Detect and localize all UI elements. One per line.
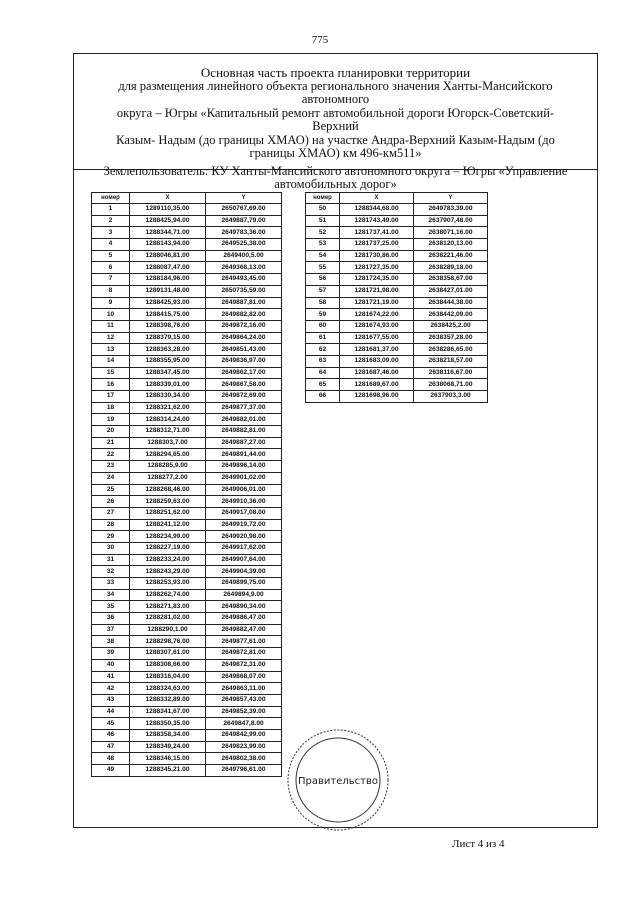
cell-y: 2649851,43.00 [206,344,282,356]
cell-num: 32 [92,566,130,578]
cell-y: 2638068,71.00 [414,379,488,391]
cell-x: 1281721,98.00 [340,285,414,297]
cell-y: 2649877,61.00 [206,636,282,648]
header-num: номер [306,193,340,204]
coordinates-table-right [305,192,488,403]
cell-x: 1288363,28.00 [130,344,206,356]
cell-x: 1281674,22.00 [340,309,414,321]
cell-num: 62 [306,344,340,356]
cell-num: 44 [92,706,130,718]
cell-num: 66 [306,391,340,403]
cell-y: 2638444,38.00 [414,297,488,309]
table-row [92,391,282,403]
cell-x: 1288308,66.00 [130,659,206,671]
cell-num: 4 [92,239,130,251]
cell-x: 1288251,62.00 [130,507,206,519]
cell-x: 1281727,35.00 [340,262,414,274]
cell-y: 2649910,36.00 [206,496,282,508]
table-row [92,589,282,601]
cell-num: 17 [92,391,130,403]
table-row [92,519,282,531]
table-row [306,320,488,332]
cell-y: 2649493,45.00 [206,274,282,286]
seal-text: Правительство [298,776,378,787]
cell-x: 1288415,75.00 [130,309,206,321]
cell-x: 1288253,93.00 [130,578,206,590]
cell-x: 1288341,67.00 [130,706,206,718]
cell-num: 27 [92,507,130,519]
cell-y: 2649890,34.00 [206,601,282,613]
cell-y: 2649919,72.00 [206,519,282,531]
cell-x: 1288234,99.00 [130,531,206,543]
cell-num: 54 [306,250,340,262]
table-row [92,215,282,227]
header-y: Y [414,193,488,204]
cell-y: 2638120,13.00 [414,239,488,251]
table-row [306,367,488,379]
table-row [92,718,282,730]
cell-num: 52 [306,227,340,239]
cell-x: 1288349,24.00 [130,741,206,753]
cell-num: 64 [306,367,340,379]
land-user [74,161,597,192]
table-row [92,320,282,332]
cell-x: 1281674,93.00 [340,320,414,332]
cell-y: 2638071,16.00 [414,227,488,239]
cell-y: 2637907,48.00 [414,215,488,227]
header-x: X [340,193,414,204]
cell-num: 15 [92,367,130,379]
title-line: для размещения линейного объекта регионального значения Ханты-Мансийского автономного [118,78,553,106]
document-title [74,54,597,161]
cell-num: 2 [92,215,130,227]
cell-num: 61 [306,332,340,344]
table-row [92,449,282,461]
table-row [306,262,488,274]
cell-num: 31 [92,554,130,566]
cell-num: 57 [306,285,340,297]
cell-num: 23 [92,461,130,473]
table-row [92,671,282,683]
cell-num: 24 [92,472,130,484]
cell-y: 2649783,39.00 [414,204,488,216]
table-row [92,484,282,496]
cell-x: 1281683,09.00 [340,355,414,367]
cell-y: 2649907,64.00 [206,554,282,566]
cell-num: 11 [92,320,130,332]
cell-y: 2649863,11.00 [206,683,282,695]
cell-num: 9 [92,297,130,309]
cell-x: 1281689,67.00 [340,379,414,391]
cell-num: 59 [306,309,340,321]
cell-y: 2649842,99.00 [206,729,282,741]
table-row [92,262,282,274]
cell-x: 1288277,2.00 [130,472,206,484]
table-row [306,391,488,403]
cell-num: 13 [92,344,130,356]
table-row [92,239,282,251]
cell-y: 2649896,14.00 [206,461,282,473]
cell-x: 1288314,24.00 [130,414,206,426]
cell-num: 7 [92,274,130,286]
table-row [92,227,282,239]
table-row [92,344,282,356]
cell-y: 2649525,38.00 [206,239,282,251]
cell-x: 1288358,34.00 [130,729,206,741]
cell-num: 47 [92,741,130,753]
table-row [92,566,282,578]
cell-y: 2649886,47.00 [206,613,282,625]
table-row [92,355,282,367]
cell-x: 1288324,63.00 [130,683,206,695]
cell-num: 1 [92,204,130,216]
cell-num: 14 [92,355,130,367]
table-row [92,578,282,590]
cell-x: 1281724,35.00 [340,274,414,286]
cell-y: 2638358,67.00 [414,274,488,286]
cell-x: 1288425,93.00 [130,297,206,309]
cell-x: 1288330,34.00 [130,391,206,403]
table-row [92,496,282,508]
table-row [306,274,488,286]
cell-y: 2649872,16.00 [206,320,282,332]
cell-num: 28 [92,519,130,531]
cell-num: 46 [92,729,130,741]
cell-num: 63 [306,355,340,367]
cell-y: 2649400,5.00 [206,250,282,262]
cell-num: 42 [92,683,130,695]
cell-x: 1288303,7.00 [130,437,206,449]
title-line: границы ХМАО) км 496-км511» [249,146,422,160]
cell-y: 2650767,69.00 [206,204,282,216]
cell-num: 55 [306,262,340,274]
cell-x: 1288298,76.00 [130,636,206,648]
cell-y: 2649847,8.00 [206,718,282,730]
cell-x: 1288307,61.00 [130,648,206,660]
cell-x: 1288294,65.00 [130,449,206,461]
cell-x: 1288241,12.00 [130,519,206,531]
cell-num: 3 [92,227,130,239]
cell-num: 22 [92,449,130,461]
cell-num: 19 [92,414,130,426]
cell-x: 1288312,71.00 [130,426,206,438]
cell-x: 1288227,19.00 [130,542,206,554]
table-row [92,285,282,297]
table-row [92,531,282,543]
cell-x: 1281687,46.00 [340,367,414,379]
cell-x: 1288398,76.00 [130,320,206,332]
cell-num: 5 [92,250,130,262]
table-row [92,542,282,554]
table-row [92,367,282,379]
cell-y: 2649872,69.00 [206,391,282,403]
cell-num: 65 [306,379,340,391]
cell-y: 2638218,57.00 [414,355,488,367]
cell-num: 10 [92,309,130,321]
table-row [92,402,282,414]
cell-y: 2649872,81.00 [206,648,282,660]
cell-x: 1288268,46.00 [130,484,206,496]
cell-x: 1288350,35.00 [130,718,206,730]
cell-y: 2638357,28.00 [414,332,488,344]
cell-num: 43 [92,694,130,706]
table-body-right [306,204,488,403]
table-row [92,472,282,484]
cell-x: 1288046,81.00 [130,250,206,262]
page-number: 775 [311,34,329,46]
cell-num: 39 [92,648,130,660]
title-line: Основная часть проекта планировки территории [200,65,471,80]
cell-y: 2649917,62.00 [206,542,282,554]
cell-x: 1281730,86.00 [340,250,414,262]
table-row [306,227,488,239]
cell-x: 1281737,41.00 [340,227,414,239]
cell-x: 1289131,48.00 [130,285,206,297]
cell-y: 2649882,01.00 [206,414,282,426]
cell-num: 6 [92,262,130,274]
cell-y: 2649887,27.00 [206,437,282,449]
cell-x: 1288321,62.00 [130,402,206,414]
table-row [92,636,282,648]
cell-y: 2649867,58.00 [206,379,282,391]
table-row [92,379,282,391]
cell-y: 2649882,47.00 [206,624,282,636]
cell-y: 2649920,98.00 [206,531,282,543]
cell-x: 1288243,29.00 [130,566,206,578]
cell-num: 53 [306,239,340,251]
header-y: Y [206,193,282,204]
table-row [92,648,282,660]
cell-x: 1288316,04.00 [130,671,206,683]
cell-x: 1281721,19.00 [340,297,414,309]
cell-y: 2638425,2.00 [414,320,488,332]
cell-num: 37 [92,624,130,636]
cell-x: 1288271,83.00 [130,601,206,613]
cell-x: 1281677,55.00 [340,332,414,344]
table-row [92,332,282,344]
cell-y: 2649862,17.00 [206,367,282,379]
title-line: округа – Югры «Капитальный ремонт автомобильной дороги Югорск-Советский-Верхний [116,105,555,133]
cell-x: 1288259,63.00 [130,496,206,508]
table-row [92,309,282,321]
table-header-row [306,193,488,204]
cell-x: 1288332,89.00 [130,694,206,706]
cell-num: 45 [92,718,130,730]
cell-num: 48 [92,753,130,765]
cell-y: 2638286,65.00 [414,344,488,356]
cell-y: 2638442,09.00 [414,309,488,321]
cell-num: 40 [92,659,130,671]
sheet-number: Лист 4 из 4 [452,838,505,850]
table-row [92,437,282,449]
cell-x: 1288281,02.00 [130,613,206,625]
cell-y: 2649823,99.00 [206,741,282,753]
cell-x: 1281698,96.00 [340,391,414,403]
cell-y: 2649852,39.00 [206,706,282,718]
cell-x: 1288262,74.00 [130,589,206,601]
table-row [92,297,282,309]
title-line: Казым- Надым (до границы ХМАО) на участке Андра-Верхний Казым-Надым (до [116,132,555,147]
cell-x: 1288346,15.00 [130,753,206,765]
cell-y: 2649882,81.00 [206,426,282,438]
official-seal [283,722,393,832]
table-row [92,683,282,695]
cell-y: 2649882,82.00 [206,309,282,321]
cell-num: 20 [92,426,130,438]
cell-y: 2649906,01.00 [206,484,282,496]
coordinates-table-left [91,192,282,777]
cell-y: 2649917,08.00 [206,507,282,519]
table-row [92,414,282,426]
header-num: номер [92,193,130,204]
cell-y: 2638221,46.00 [414,250,488,262]
cell-num: 36 [92,613,130,625]
table-row [92,741,282,753]
cell-x: 1288347,45.00 [130,367,206,379]
table-row [306,250,488,262]
table-row [92,554,282,566]
land-user-line: Землепользователь: КУ Ханты-Мансийского автономного округа – Югры «Управление [103,163,568,178]
cell-num: 21 [92,437,130,449]
cell-num: 29 [92,531,130,543]
cell-x: 1288087,47.00 [130,262,206,274]
cell-x: 1281681,37.00 [340,344,414,356]
table-row [92,613,282,625]
cell-y: 2649368,13.00 [206,262,282,274]
cell-num: 25 [92,484,130,496]
cell-y: 2649877,37.00 [206,402,282,414]
cell-x: 1288355,95.00 [130,355,206,367]
cell-x: 1288290,1.00 [130,624,206,636]
cell-y: 2649901,02.00 [206,472,282,484]
cell-y: 2649802,38.00 [206,753,282,765]
table-row [92,204,282,216]
cell-y: 2649887,81.00 [206,297,282,309]
table-row [92,274,282,286]
cell-x: 1288425,94.00 [130,215,206,227]
cell-y: 2649864,24.00 [206,332,282,344]
table-row [92,729,282,741]
cell-y: 2649899,75.00 [206,578,282,590]
cell-y: 2650735,59.00 [206,285,282,297]
cell-y: 2638289,18.00 [414,262,488,274]
cell-y: 2649891,44.00 [206,449,282,461]
cell-y: 2649857,43.00 [206,694,282,706]
cell-y: 2649872,31.00 [206,659,282,671]
cell-num: 60 [306,320,340,332]
table-body-left [92,204,282,777]
cell-x: 1288143,94.00 [130,239,206,251]
cell-num: 49 [92,765,130,777]
cell-x: 1288345,21.00 [130,765,206,777]
table-row [92,624,282,636]
header-x: X [130,193,206,204]
cell-num: 38 [92,636,130,648]
cell-y: 2649887,79.00 [206,215,282,227]
cell-num: 51 [306,215,340,227]
table-row [92,694,282,706]
cell-num: 12 [92,332,130,344]
cell-y: 2649796,61.00 [206,765,282,777]
table-row [306,344,488,356]
cell-y: 2649904,39.00 [206,566,282,578]
table-row [92,461,282,473]
cell-num: 16 [92,379,130,391]
table-row [306,285,488,297]
cell-y: 2638116,67.00 [414,367,488,379]
cell-num: 8 [92,285,130,297]
cell-x: 1289110,35.00 [130,204,206,216]
cell-y: 2649894,9.00 [206,589,282,601]
table-row [306,204,488,216]
header-box [74,54,597,191]
table-row [92,765,282,777]
cell-x: 1288233,24.00 [130,554,206,566]
table-row [92,601,282,613]
cell-x: 1288344,71.00 [130,227,206,239]
table-row [306,379,488,391]
cell-y: 2649836,97.00 [206,355,282,367]
table-row [306,355,488,367]
cell-y: 2649783,36.00 [206,227,282,239]
cell-y: 2649868,07.00 [206,671,282,683]
table-row [306,215,488,227]
table-row [92,706,282,718]
cell-num: 35 [92,601,130,613]
cell-num: 34 [92,589,130,601]
cell-num: 26 [92,496,130,508]
land-user-line: автомобильных дорог» [274,177,397,191]
cell-x: 1281737,25.00 [340,239,414,251]
table-row [92,250,282,262]
cell-num: 33 [92,578,130,590]
table-row [306,239,488,251]
cell-x: 1288285,9.00 [130,461,206,473]
table-row [92,426,282,438]
cell-num: 58 [306,297,340,309]
cell-num: 41 [92,671,130,683]
table-row [306,297,488,309]
cell-num: 30 [92,542,130,554]
cell-x: 1288184,96.00 [130,274,206,286]
cell-y: 2637903,3.00 [414,391,488,403]
table-row [92,659,282,671]
table-row [92,753,282,765]
table-row [92,507,282,519]
table-row [306,309,488,321]
cell-x: 1288379,15.00 [130,332,206,344]
table-row [306,332,488,344]
table-header-row [92,193,282,204]
cell-num: 50 [306,204,340,216]
cell-num: 18 [92,402,130,414]
cell-y: 2638427,01.00 [414,285,488,297]
cell-x: 1288344,68.00 [340,204,414,216]
cell-x: 1281743,49.00 [340,215,414,227]
cell-num: 56 [306,274,340,286]
cell-x: 1288339,01.00 [130,379,206,391]
